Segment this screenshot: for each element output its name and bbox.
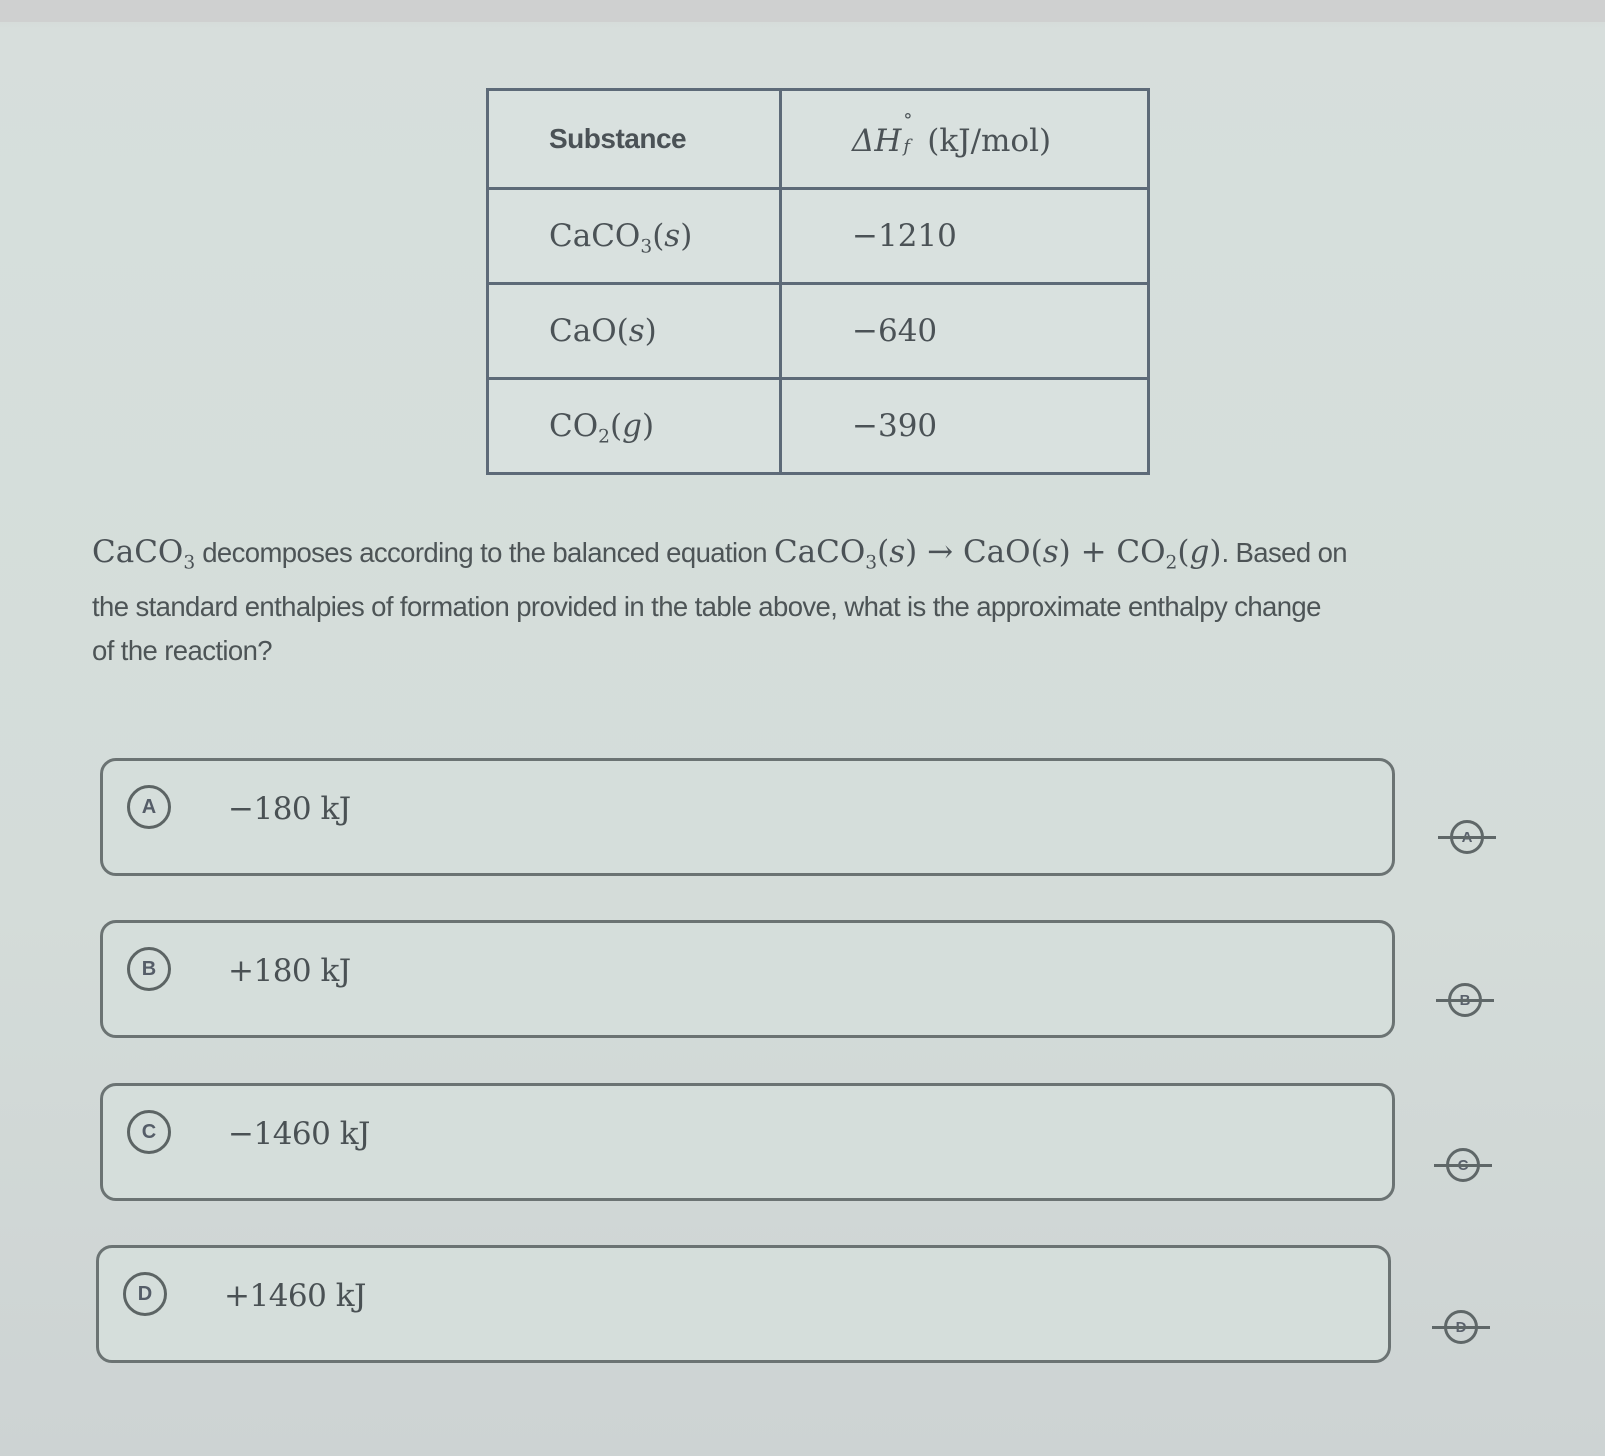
reactant: CaCO (773, 534, 866, 570)
substance-cell: CaCO$_3$(s) (488, 189, 781, 284)
table-row (488, 284, 1149, 379)
question-line-2: the standard enthalpies of formation provided in the table above, what is the approximate enthalpy change (92, 591, 1321, 622)
eliminate-option-d-button[interactable] (1432, 1307, 1490, 1347)
table-row (488, 189, 1149, 284)
reaction-arrow-icon: → (927, 534, 954, 570)
reactant-subscript: 3 (865, 552, 878, 574)
top-edge-strip (0, 0, 1605, 22)
substance-cell: CaO(s) (488, 284, 781, 379)
option-letter-a-icon: A (127, 785, 171, 829)
subject-main: CaCO (92, 534, 184, 570)
product-2: CO (1116, 534, 1166, 570)
formula-subscript: 2 (598, 426, 610, 448)
eliminate-option-b-button[interactable] (1436, 980, 1494, 1020)
state: g (622, 408, 642, 444)
enthalpy-value: −390 (781, 379, 1149, 474)
enthalpy-table (486, 88, 1150, 475)
question-text-part-1: decomposes according to the balanced equation (195, 537, 774, 568)
question-line-3: of the reaction? (92, 635, 272, 666)
state: s (628, 313, 645, 349)
strike-line (1438, 836, 1496, 839)
formula: CaCO (549, 218, 641, 254)
strike-line (1432, 1326, 1490, 1329)
option-letter-c-icon: C (127, 1110, 171, 1154)
header-enthalpy (781, 90, 1149, 189)
strike-line (1434, 1164, 1492, 1167)
option-letter-d-icon: D (123, 1272, 167, 1316)
enthalpy-value: −1210 (781, 189, 1149, 284)
option-text-c: −1460 kJ (228, 1116, 370, 1152)
formation-subscript: f (903, 135, 911, 157)
delta-h-symbol: ΔH (852, 122, 902, 159)
option-text-a: −180 kJ (228, 791, 351, 827)
question-line-1 (92, 530, 1542, 575)
option-letter-b-icon: B (127, 947, 171, 991)
formula: CO (549, 408, 599, 444)
state: s (664, 218, 681, 254)
balanced-equation: CaCO$_3$(s) → $CaO(s) + CO_2(g)$ (773, 534, 1222, 574)
reactant-state: s (889, 534, 906, 570)
answer-option-a[interactable] (100, 758, 1395, 876)
eliminate-option-a-button[interactable] (1438, 817, 1496, 857)
option-text-b: +180 kJ (228, 953, 351, 989)
enthalpy-value: −640 (781, 284, 1149, 379)
question-stem (92, 530, 1542, 673)
answer-option-c[interactable] (100, 1083, 1395, 1201)
header-substance: Substance (488, 90, 781, 189)
product-2-state: g (1189, 534, 1210, 570)
product-1-state: s (1042, 534, 1059, 570)
plus-sign: + (1080, 534, 1107, 570)
answer-option-b[interactable] (100, 920, 1395, 1038)
substance-cell: $CO_2(g)$ (488, 379, 781, 474)
table-row (488, 379, 1149, 474)
answer-option-d[interactable] (96, 1245, 1391, 1363)
option-text-d: +1460 kJ (224, 1278, 366, 1314)
subject-subscript: 3 (183, 552, 196, 574)
eliminate-option-c-button[interactable] (1434, 1145, 1492, 1185)
product-1: CaO (962, 534, 1031, 570)
strike-line (1436, 999, 1494, 1002)
subject-formula (92, 534, 196, 574)
units-label: (kJ/mol) (927, 122, 1052, 159)
enthalpy-table-container (486, 88, 1150, 475)
degree-superscript: ° (903, 109, 913, 131)
table-header-row (488, 90, 1149, 189)
formula: CaO (549, 313, 617, 349)
question-text-part-2: . Based on (1221, 537, 1347, 568)
formula-subscript: 3 (640, 236, 653, 258)
product-2-subscript: 2 (1165, 552, 1178, 574)
delta-h-indices (901, 109, 917, 157)
